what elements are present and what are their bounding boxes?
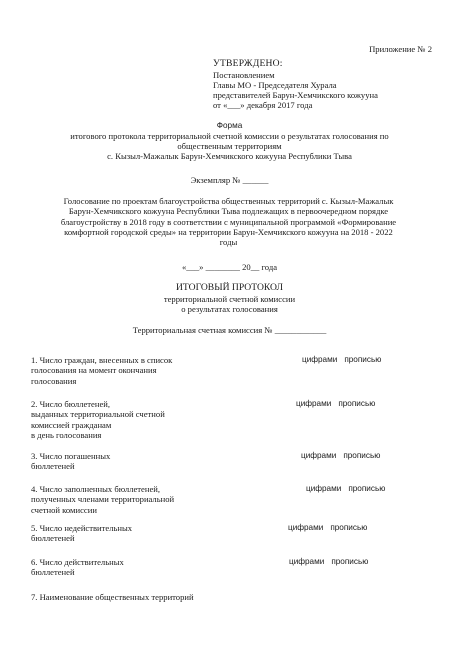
- protocol-subtitle: территориальной счетной комиссии: [163, 293, 296, 304]
- item-line: счетной комиссии: [31, 504, 97, 515]
- words-column-label: прописью: [344, 355, 382, 364]
- words-column-label: прописью: [331, 557, 369, 566]
- item-line: 1. Число граждан, внесенных в список: [31, 355, 173, 365]
- item-line: полученных членами территориальной: [31, 494, 175, 505]
- item-line: 3. Число погашенных: [31, 451, 111, 461]
- item-3-columns: [301, 451, 380, 461]
- item-line: комиссией гражданам: [31, 419, 112, 430]
- item-line: голосования: [31, 375, 77, 386]
- item-line: бюллетеней: [31, 567, 75, 578]
- protocol-item-7: [31, 592, 291, 602]
- item-line: голосования на момент окончания: [31, 365, 157, 376]
- commission-number: Территориальная счетная комиссия № ____________: [132, 325, 327, 335]
- approval-line: Постановлением: [213, 69, 275, 80]
- protocol-title: ИТОГОВЫЙ ПРОТОКОЛ: [175, 282, 283, 293]
- item-1-columns: [302, 355, 381, 365]
- item-4-columns: [306, 484, 385, 494]
- item-line: 4. Число заполненных бюллетеней,: [31, 484, 161, 494]
- approval-line: Главы МО - Председателя Хурала: [213, 79, 337, 90]
- form-title-line: итогового протокола территориальной счетной комиссии о результатах голосования по: [70, 130, 389, 141]
- item-line: выданных территориальной счетной: [31, 409, 165, 420]
- words-column-label: прописью: [348, 484, 386, 493]
- form-title-line: с. Кызыл-Мажалык Барун-Хемчикского кожууна Республики Тыва: [107, 151, 352, 162]
- protocol-heading: [0, 282, 459, 314]
- item-line: в день голосования: [31, 429, 102, 440]
- voting-line: Голосование по проектам благоустройства общественных территорий с. Кызыл-Мажалык: [63, 196, 394, 206]
- item-2-columns: [296, 399, 375, 409]
- item-line: 7. Наименование общественных территорий: [31, 592, 194, 602]
- approval-heading: УТВЕРЖДЕНО:: [213, 58, 283, 69]
- protocol-date: «___» ________ 20__ года: [181, 262, 278, 272]
- item-6-columns: [289, 557, 368, 567]
- copy-number: Экземпляр № ______: [190, 175, 269, 185]
- protocol-subtitle: о результатах голосования: [181, 303, 278, 314]
- voting-line: комфортной городской среды» на территории Барун-Хемчикского кожууна на 2018 - 2022: [64, 226, 393, 237]
- item-line: бюллетеней: [31, 461, 75, 472]
- voting-line: Барун-Хемчикского кожууна Республики Тыва подлежащих в первоочередном порядке: [68, 206, 389, 217]
- voting-line: годы: [219, 237, 238, 248]
- words-column-label: прописью: [343, 451, 381, 460]
- form-title-line: общественным территориям: [177, 141, 282, 152]
- item-line: бюллетеней: [31, 533, 75, 544]
- digits-column-label: цифрами: [301, 451, 337, 460]
- protocol-item-2: [31, 399, 251, 440]
- appendix-label: Приложение № 2: [369, 44, 432, 54]
- item-line: 5. Число недействительных: [31, 523, 133, 533]
- form-title-block: [0, 121, 459, 162]
- digits-column-label: цифрами: [302, 355, 338, 364]
- item-line: 6. Число действительных: [31, 557, 124, 567]
- protocol-item-1: [31, 355, 251, 386]
- item-line: 2. Число бюллетеней,: [31, 399, 111, 409]
- protocol-item-3: [31, 451, 251, 472]
- item-5-columns: [288, 523, 367, 533]
- digits-column-label: цифрами: [289, 557, 325, 566]
- digits-column-label: цифрами: [306, 484, 342, 493]
- words-column-label: прописью: [338, 399, 376, 408]
- digits-column-label: цифрами: [296, 399, 332, 408]
- voting-line: благоустройству в 2018 году в соответствии с муниципальной программой «Формирование: [60, 216, 397, 227]
- approval-block: [213, 58, 443, 111]
- protocol-item-4: [31, 484, 251, 515]
- voting-description: [26, 196, 431, 248]
- digits-column-label: цифрами: [288, 523, 324, 532]
- words-column-label: прописью: [330, 523, 368, 532]
- protocol-item-6: [31, 557, 251, 578]
- approval-line: от «___» декабря 2017 года: [213, 100, 313, 111]
- form-title: Форма: [216, 121, 243, 130]
- approval-line: представителей Барун-Хемчикского кожууна: [213, 90, 378, 101]
- protocol-item-5: [31, 523, 251, 544]
